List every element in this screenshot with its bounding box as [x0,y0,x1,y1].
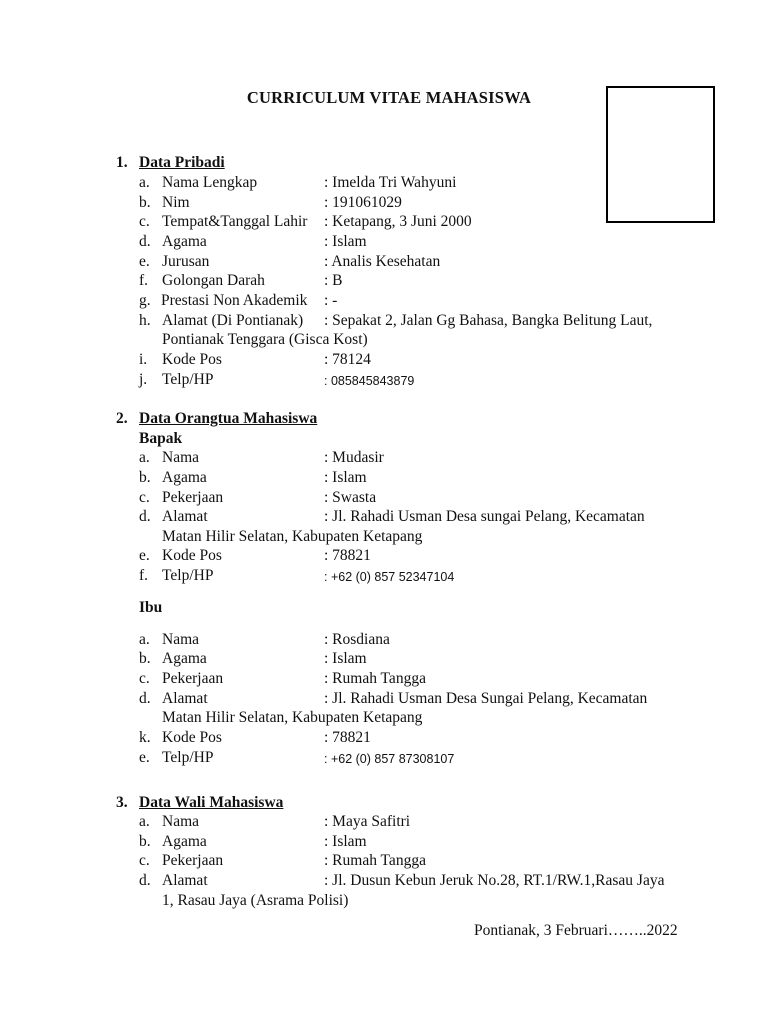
item-letter: k. [139,729,151,746]
item-label: Alamat (Di Pontianak) [162,312,304,329]
item-label: Nama [162,449,200,466]
item-label: Agama [162,650,207,667]
item-value: : Jl. Dusun Kebun Jeruk No.28, RT.1/RW.1,Rasau Jaya [324,872,665,889]
item-value: : Sepakat 2, Jalan Gg Bahasa, Bangka Belitung Laut, [324,312,653,329]
item-label: Jurusan [162,253,210,270]
item-value: : 78124 [324,351,371,368]
section-title: Data Wali Mahasiswa [139,794,284,811]
item-label: Telp/HP [162,567,214,584]
section-title: Data Orangtua Mahasiswa [139,410,318,427]
item-value: : Maya Safitri [324,813,411,830]
item-value: : Islam [324,469,367,486]
item-letter: b. [139,194,151,211]
item-value: : Rosdiana [324,631,390,648]
item-label: Nama [162,813,200,830]
item-value: : Swasta [324,489,377,506]
item-value: : +62 (0) 857 87308107 [324,752,455,766]
item-value: : 78821 [324,547,371,564]
item-label: Nama Lengkap [162,174,258,191]
item-letter: b. [139,650,151,667]
item-letter: j. [139,371,148,388]
item-label: Agama [162,469,207,486]
item-label: Nim [162,194,190,211]
item-label: Alamat [162,690,208,707]
item-letter: g. [139,292,151,309]
place-date: Pontianak, 3 Februari……..2022 [474,922,678,939]
item-label: Telp/HP [162,371,214,388]
item-label: Pekerjaan [162,852,224,869]
item-letter: c. [139,852,150,869]
item-value: : 085845843879 [324,374,415,388]
item-letter: a. [139,174,150,191]
item-label: Kode Pos [162,351,222,368]
item-value-continued: Pontianak Tenggara (Gisca Kost) [162,331,368,348]
subsection-title: Ibu [139,599,163,616]
item-label: Pekerjaan [162,670,224,687]
item-letter: c. [139,670,150,687]
item-value: : Islam [324,833,367,850]
item-letter: d. [139,508,151,525]
item-value: : B [324,272,343,289]
item-value: : Islam [324,650,367,667]
item-value: : Imelda Tri Wahyuni [324,174,457,191]
item-letter: a. [139,813,150,830]
section-title: Data Pribadi [139,154,225,171]
item-label: Kode Pos [162,729,222,746]
section-number: 3. [116,794,128,811]
item-letter: c. [139,213,150,230]
item-value: : +62 (0) 857 52347104 [324,570,455,584]
item-label: Agama [162,233,207,250]
item-value: : Rumah Tangga [324,670,426,687]
item-label: Nama [162,631,200,648]
item-value: : Rumah Tangga [324,852,426,869]
item-letter: b. [139,469,151,486]
item-value: : Mudasir [324,449,384,466]
item-value: : Ketapang, 3 Juni 2000 [324,213,472,230]
section-number: 1. [116,154,128,171]
item-letter: d. [139,233,151,250]
item-letter: b. [139,833,151,850]
item-letter: f. [139,272,149,289]
item-letter: d. [139,690,151,707]
item-letter: h. [139,312,151,329]
item-label: Telp/HP [162,749,214,766]
item-label: Agama [162,833,207,850]
item-letter: a. [139,449,150,466]
item-value: : Islam [324,233,367,250]
item-value: : Jl. Rahadi Usman Desa sungai Pelang, Kecamatan [324,508,645,525]
item-value-continued: 1, Rasau Jaya (Asrama Polisi) [162,892,349,909]
item-label: Pekerjaan [162,489,224,506]
item-label: Golongan Darah [162,272,265,289]
item-value-continued: Matan Hilir Selatan, Kabupaten Ketapang [162,709,423,726]
item-letter: d. [139,872,151,889]
section-number: 2. [116,410,128,427]
item-letter: c. [139,489,150,506]
item-letter: e. [139,253,150,270]
item-letter: e. [139,749,150,766]
item-letter: i. [139,351,148,368]
item-label: Prestasi Non Akademik [161,292,308,309]
item-value: : Analis Kesehatan [324,253,441,270]
item-letter: e. [139,547,150,564]
subsection-title: Bapak [139,430,183,447]
item-value: : 78821 [324,729,371,746]
item-label: Alamat [162,872,208,889]
page-title: CURRICULUM VITAE MAHASISWA [246,88,532,107]
item-label: Alamat [162,508,208,525]
item-label: Tempat&Tanggal Lahir [162,213,308,230]
item-value: : - [324,292,338,309]
item-letter: a. [139,631,150,648]
item-value: : 191061029 [324,194,402,211]
item-value: : Jl. Rahadi Usman Desa Sungai Pelang, Kecamatan [324,690,648,707]
item-label: Kode Pos [162,547,222,564]
item-value-continued: Matan Hilir Selatan, Kabupaten Ketapang [162,528,423,545]
item-letter: f. [139,567,149,584]
